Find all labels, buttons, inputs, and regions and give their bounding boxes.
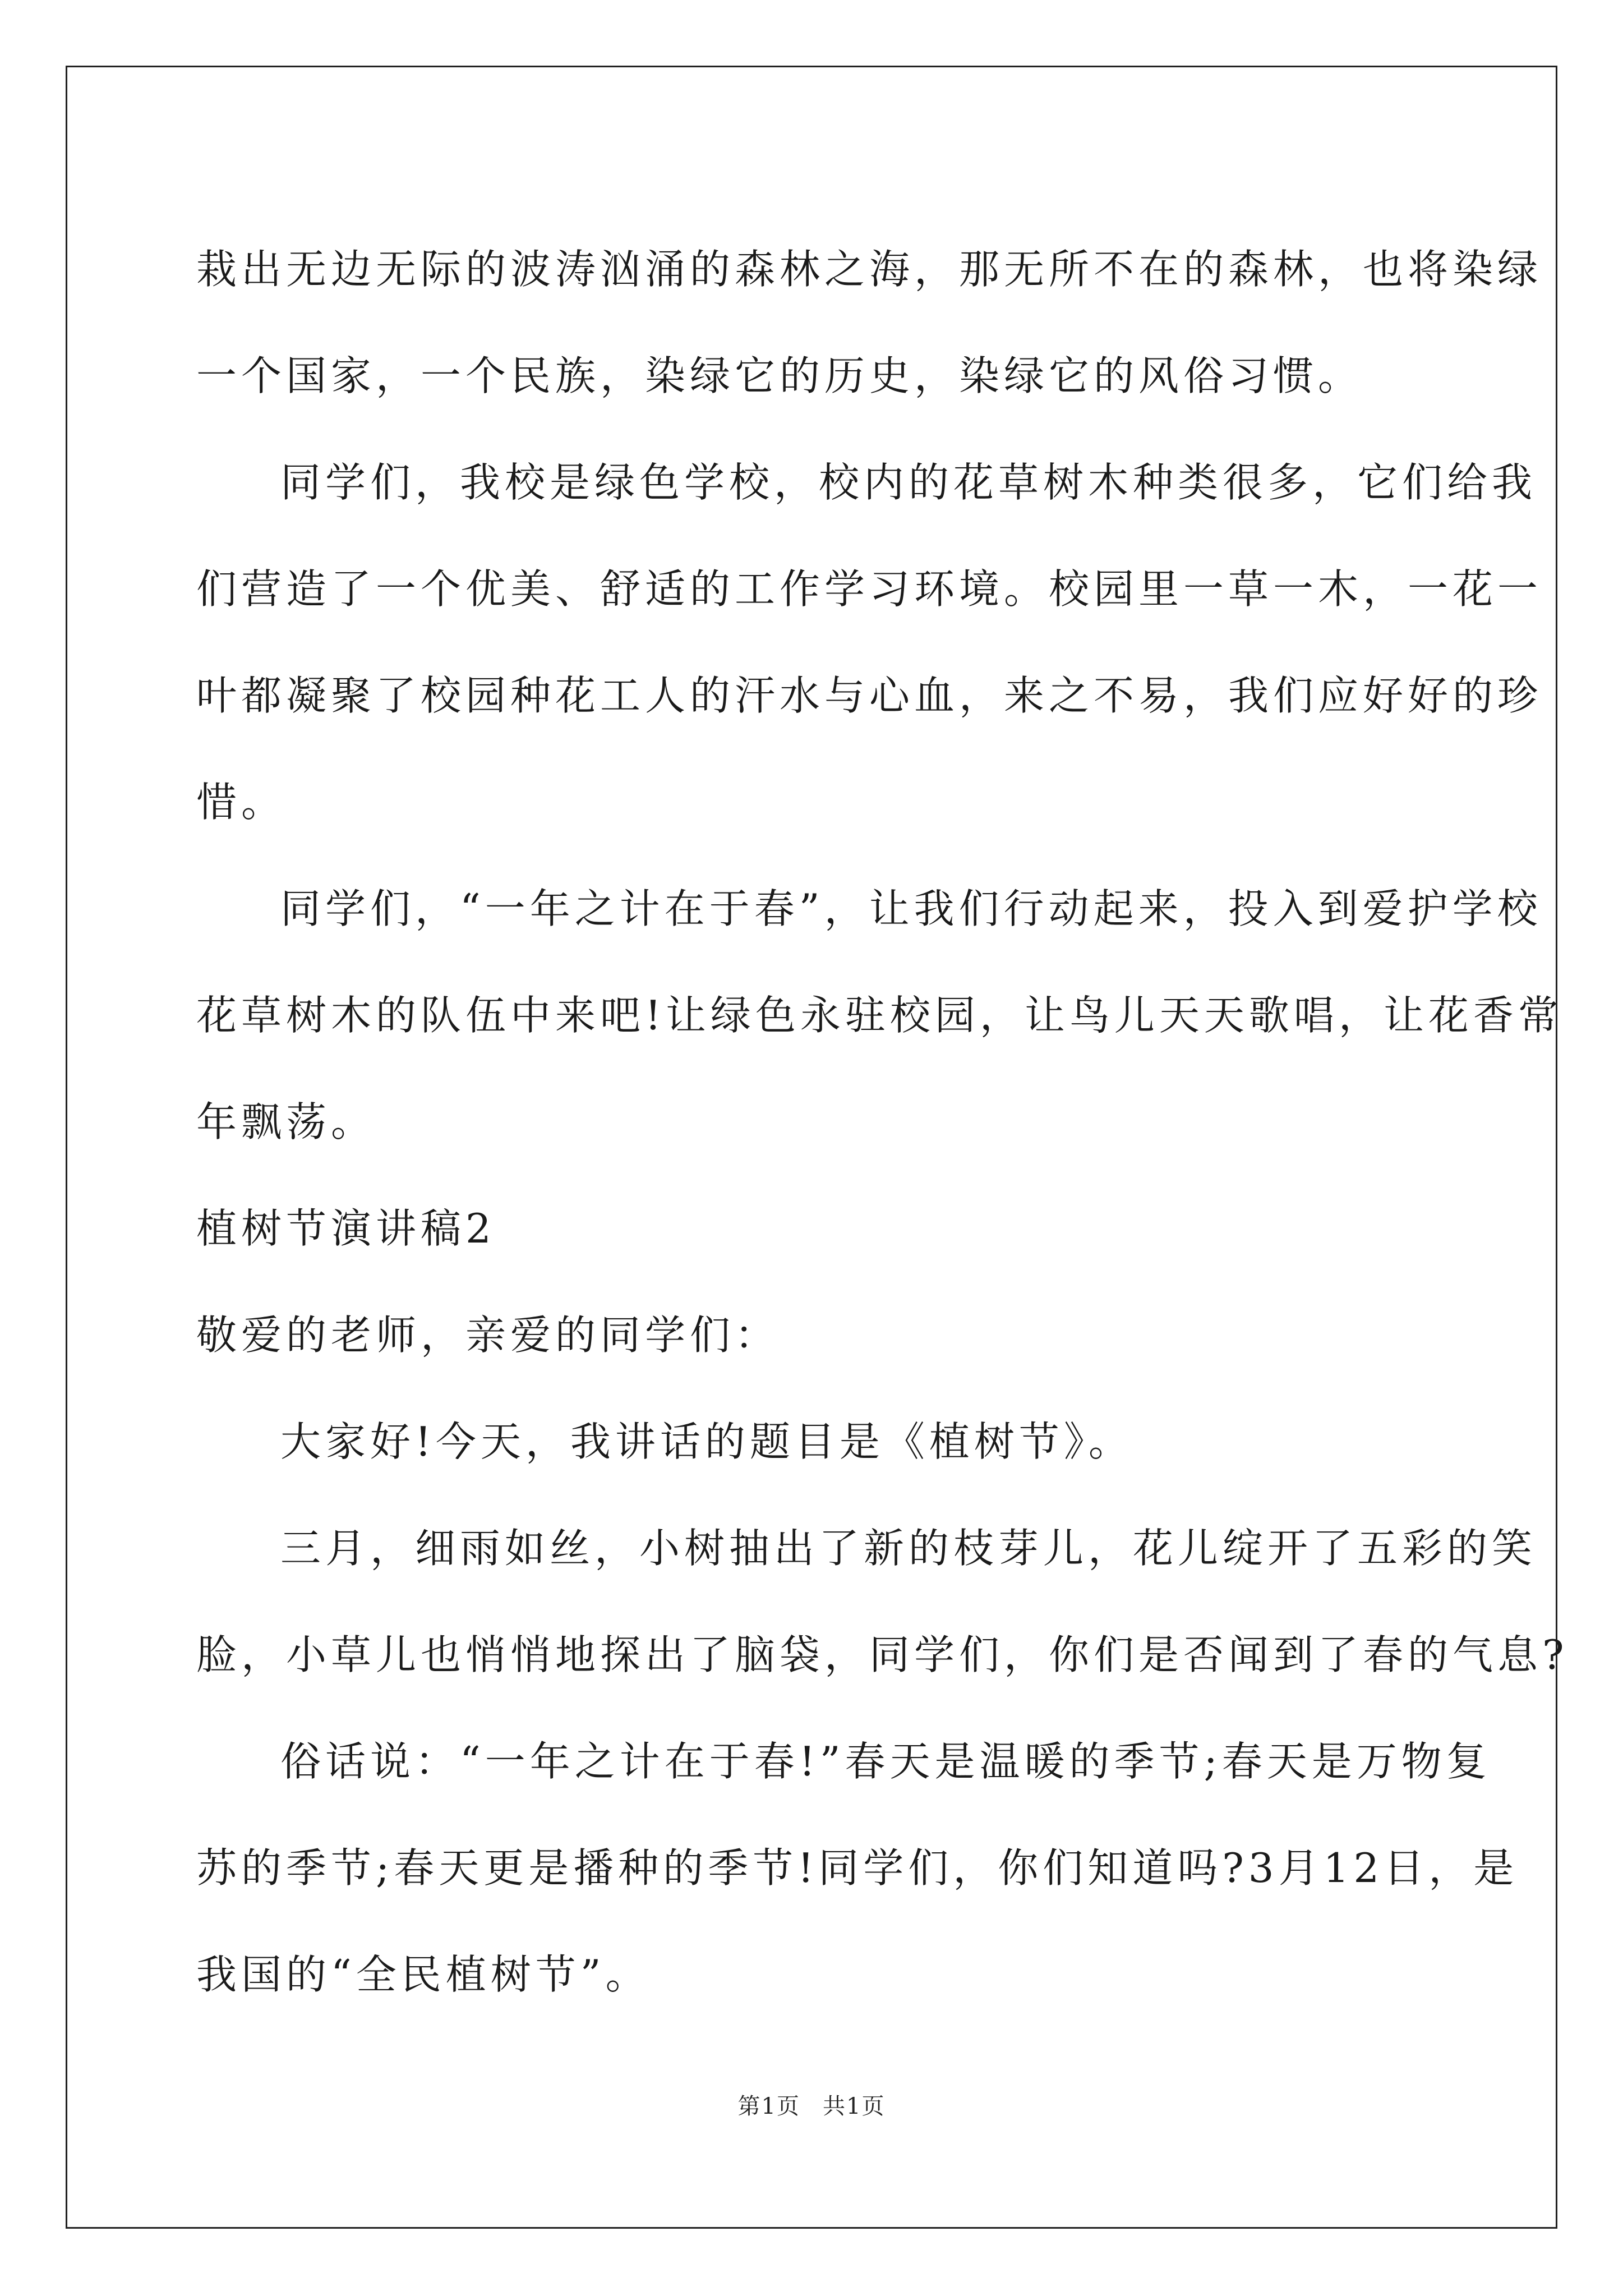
page-number: 第1页 <box>737 2093 800 2119</box>
text-line: 脸，小草儿也悄悄地探出了脑袋，同学们，你们是否闻到了春的气息? <box>196 1631 1569 1678</box>
page-total: 共1页 <box>823 2093 886 2119</box>
text-line: 们营造了一个优美、舒适的工作学习环境。校园里一草一木，一花一 <box>196 565 1543 613</box>
text-line: 一个国家，一个民族，染绿它的历史，染绿它的风俗习惯。 <box>196 352 1363 399</box>
salutation: 敬爱的老师，亲爱的同学们： <box>196 1312 780 1359</box>
text-line: 惜。 <box>196 779 287 826</box>
document-body <box>196 216 1569 2028</box>
section-title: 植树节演讲稿2 <box>196 1205 496 1252</box>
text-line: 年飘荡。 <box>196 1098 376 1145</box>
text-line: 栽出无边无际的波涛汹涌的森林之海，那无所不在的森林，也将染绿 <box>196 246 1543 293</box>
paragraph-start: 大家好!今天，我讲话的题目是《植树节》。 <box>280 1418 1133 1465</box>
paragraph-start: 俗话说：“一年之计在于春!”春天是温暖的季节;春天是万物复 <box>280 1738 1491 1785</box>
paragraph-start: 同学们，我校是绿色学校，校内的花草树木种类很多，它们给我 <box>280 459 1537 506</box>
text-line: 我国的“全民植树节”。 <box>196 1951 651 1998</box>
text-line: 苏的季节;春天更是播种的季节!同学们，你们知道吗?3月12日，是 <box>196 1844 1519 1892</box>
text-line: 叶都凝聚了校园种花工人的汗水与心血，来之不易，我们应好好的珍 <box>196 672 1543 719</box>
paragraph-start: 三月，细雨如丝，小树抽出了新的枝芽儿，花儿绽开了五彩的笑 <box>280 1525 1537 1572</box>
page-footer <box>0 2090 1623 2123</box>
text-line: 花草树木的队伍中来吧!让绿色永驻校园，让鸟儿天天歌唱，让花香常 <box>196 992 1563 1039</box>
paragraph-start: 同学们，“一年之计在于春”，让我们行动起来，投入到爱护学校 <box>280 885 1542 932</box>
